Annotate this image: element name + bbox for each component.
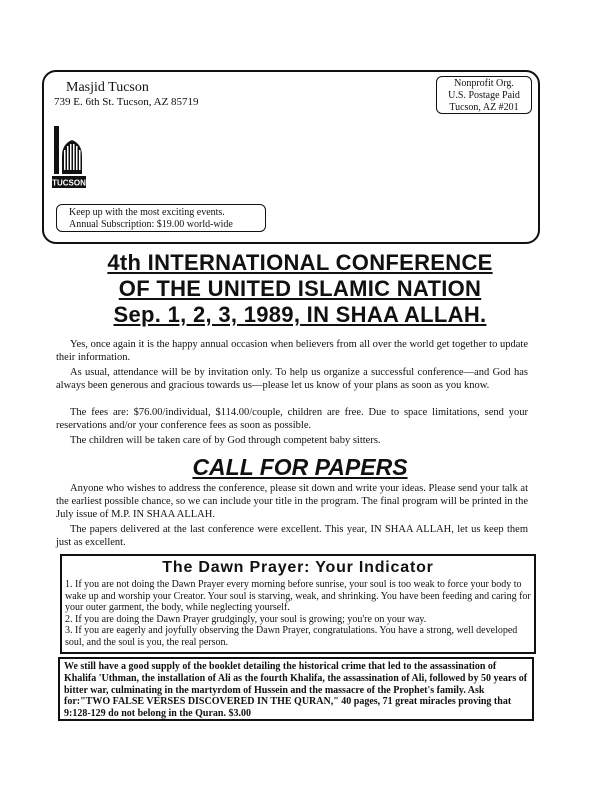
subscription-line: Keep up with the most exciting events. [69, 207, 225, 218]
subscription-line: Annual Subscription: $19.00 world-wide [69, 219, 233, 230]
dawn-prayer-item: 3. If you are eagerly and joyfully observing the Dawn Prayer, congratulations. You have a strong, well developed soul, and the soul is you, the real person. [65, 625, 518, 648]
dawn-prayer-item: 2. If you are doing the Dawn Prayer grudgingly, your soul is growing; you're on your way. [65, 613, 427, 625]
conference-paragraph: Yes, once again it is the happy annual occasion when believers from all over the world get together to update their information. [56, 339, 528, 363]
conference-title-line: Sep. 1, 2, 3, 1989, IN SHAA ALLAH. [113, 302, 487, 327]
postage-indicia [436, 76, 532, 114]
conference-paragraph: The children will be taken care of by God through competent baby sitters. [70, 435, 381, 446]
conference-paragraph: The fees are: $76.00/individual, $114.00/couple, children are free. Due to space limitations, send your reservations and/or your conference fees as soon as possible. [56, 407, 528, 431]
conference-title-line: OF THE UNITED ISLAMIC NATION [118, 276, 482, 301]
postage-line: Nonprofit Org. [454, 78, 514, 89]
dawn-prayer-box [60, 554, 536, 654]
call-for-papers-heading: CALL FOR PAPERS [192, 454, 408, 480]
logo-text: TUCSON [52, 178, 86, 188]
org-address: 739 E. 6th St. Tucson, AZ 85719 [54, 96, 199, 108]
cfp-paragraph: Anyone who wishes to address the conference, please sit down and write your ideas. Please send your talk at the earliest possible chance, so we can include your title in the program. The final program will be printed in the July issue of M.P. IN SHAA ALLAH. [56, 483, 528, 520]
mosque-logo [52, 122, 86, 190]
conference-paragraph: As usual, attendance will be by invitation only. To help us organize a successful conference—and God has always been generous and gracious towards us—please let us know of your plans as soon as you know. [56, 367, 528, 391]
conference-title-line: 4th INTERNATIONAL CONFERENCE [107, 250, 493, 275]
booklet-notice: We still have a good supply of the booklet detailing the historical crime that led to the assassination of Khalifa 'Uthman, the installation of Ali as the fourth Khalifa, the assassination of Ali, followed by 50 years of bitter war, culminating in the martyrdom of Hussein and the massacre of the Prophet's family. Ask for:"TWO FALSE VERSES DISCOVERED IN THE QURAN," 40 pages, 71 great miracles proving that 9:128-129 do not belong in the Quran. $3.00 [58, 657, 534, 721]
org-name: Masjid Tucson [66, 80, 149, 95]
mailing-label-box [42, 70, 540, 244]
cfp-paragraph: The papers delivered at the last conference were excellent. This year, IN SHAA ALLAH, let us keep them just as excellent. [56, 524, 528, 548]
postage-line: Tucson, AZ #201 [449, 102, 519, 113]
dawn-prayer-item: 1. If you are not doing the Dawn Prayer every morning before sunrise, your soul is too weak to force your body to wake up and worship your Creator. Your soul is starving, weak, and shrinking. You have been feeding and caring for your outer garment, the body, while neglecting yourself. [65, 579, 531, 613]
dawn-prayer-heading: The Dawn Prayer: Your Indicator [162, 559, 434, 576]
subscription-box [56, 204, 266, 232]
postage-line: U.S. Postage Paid [448, 90, 520, 101]
